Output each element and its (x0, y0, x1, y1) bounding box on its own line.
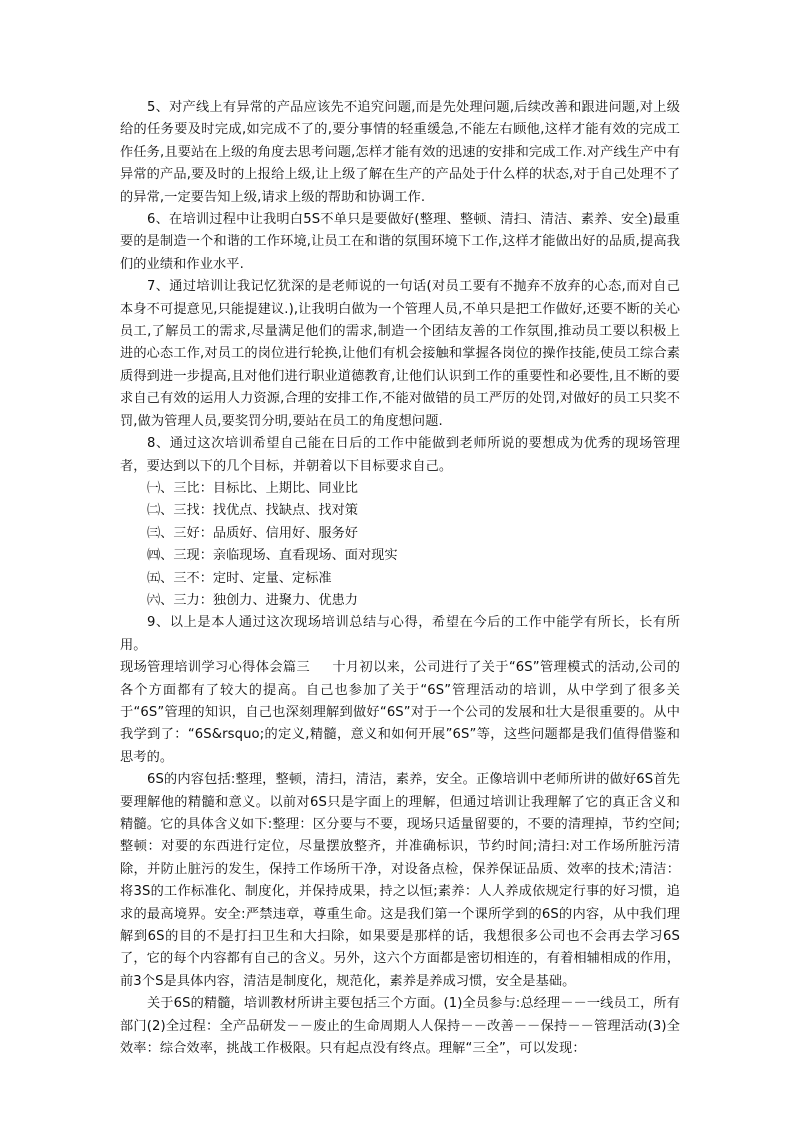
goal-item-2: ㈡、三找：找优点、找缺点、找对策 (147, 503, 358, 519)
section-title: 现场管理培训学习心得体会篇三 (120, 660, 311, 676)
paragraph-5: 5、对产线上有异常的产品应该先不追究问题,而是先处理问题,后续改善和跟进问题,对上级给的任务要及时完成,如完成不了的,要分事情的轻重缓急,不能左右顾他,这样才能有效的完成工作任务,且要站在上级的角度去思考问题,怎样才能有效的迅速的安排和完成工作.对产线生产中有异常的产品,要及时的上报给上级,让上级了解在生产的产品处于什么样的状态,对于自己处理不了的异常,一定要告知上级,请求上级的帮助和协调工作. (120, 100, 680, 205)
paragraph-6: 6、在培训过程中让我明白5S不单只是要做好(整理、整顿、清扫、清洁、素养、安全)最重要的是制造一个和谐的工作环境,让员工在和谐的氛围环境下工作,这样才能做出好的品质,提高我们的业绩和作业水平. (120, 212, 680, 272)
section-paragraph (120, 657, 680, 769)
document-page (120, 97, 680, 1060)
paragraph-9: 9、以上是本人通过这次现场培训总结与心得，希望在今后的工作中能学有所长，长有所用。 (120, 615, 680, 653)
paragraph-7: 7、通过培训让我记忆犹深的是老师说的一句话(对员工要有不抛弃不放弃的心态,而对自己本身不可提意见,只能提建议.),让我明白做为一个管理人员,不单只是把工作做好,还要不断的关心员工,了解员工的需求,尽量满足他们的需求,制造一个团结友善的工作氛围,推动员工要以积极上进的心态工作,对员工的岗位进行轮换,让他们有机会接触和掌握各岗位的操作技能,使员工综合素质得到进一步提高,且对他们进行职业道德教育,让他们认识到工作的重要性和必要性,且不断的要求自己有效的运用人力资源,合理的安排工作,不能对做错的员工严厉的处罚,对做好的员工只奖不罚,做为管理人员,要奖罚分明,要站在员工的角度想问题. (120, 279, 680, 429)
paragraph-6s-essence: 关于6S的精髓，培训教材所讲主要包括三个方面。(1)全员参与:总经理－－一线员工，所有部门(2)全过程：全产品研发－－废止的生命周期人人保持－－改善－－保持－－管理活动(3)全效率：综合效率，挑战工作极限。只有起点没有终点。理解“三全”，可以发现： (120, 996, 680, 1057)
goal-item-6: ㈥、三力：独创力、进聚力、优患力 (147, 592, 358, 608)
section-intro: 十月初以来，公司进行了关于“6S”管理模式的活动,公司的各个方面都有了较大的提高。自己也参加了关于“6S”管理活动的培训，从中学到了很多关于“6S”管理的知识，自己也深刻理解到做好“6S”对于一个公司的发展和壮大是很重要的。从中我学到了：“6S&rsquo;的定义,精髓，意义和如何开展”6S”等，这些问题都是我们值得借鉴和思考的。 (120, 660, 680, 765)
goal-list (120, 478, 680, 612)
goal-item-3: ㈢、三好：品质好、信用好、服务好 (147, 525, 358, 541)
paragraph-8: 8、通过这次培训希望自己能在日后的工作中能做到老师所说的要想成为优秀的现场管理者，要达到以下的几个目标，并朝着以下目标要求自己。 (120, 436, 680, 474)
goal-item-5: ㈤、三不：定时、定量、定标准 (147, 570, 332, 586)
goal-item-1: ㈠、三比：目标比、上期比、同业比 (147, 480, 358, 496)
goal-item-4: ㈣、三现：亲临现场、直看现场、面对现实 (147, 548, 398, 564)
paragraph-6s-content: 6S的内容包括:整理，整顿，清扫，清洁，素养，安全。正像培训中老师所讲的做好6S首先要理解他的精髓和意义。以前对6S只是字面上的理解，但通过培训让我理解了它的真正含义和精髓。它的具体含义如下:整理：区分要与不要，现场只适量留要的，不要的清理掉，节约空间;整顿：对要的东西进行定位，尽量摆放整齐，并准确标识，节约时间;清扫:对工作场所脏污清除，并防止脏污的发生，保持工作场所干净，对设备点检，保养保证品质、效率的技术;清洁：将3S的工作标准化、制度化，并保持成果，持之以恒;素养：人人养成依规定行事的好习惯，追求的最高境界。安全:严禁违章，尊重生命。这是我们第一个课所学到的6S的内容，从中我们理解到6S的目的不是打扫卫生和大扫除，如果要是那样的话，我想很多公司也不会再去学习6S了，它的每个内容都有自己的含义。另外，这六个方面都是密切相连的，有着相辅相成的作用，前3个S是具体内容，清洁是制度化，规范化，素养是养成习惯，安全是基础。 (120, 772, 680, 989)
